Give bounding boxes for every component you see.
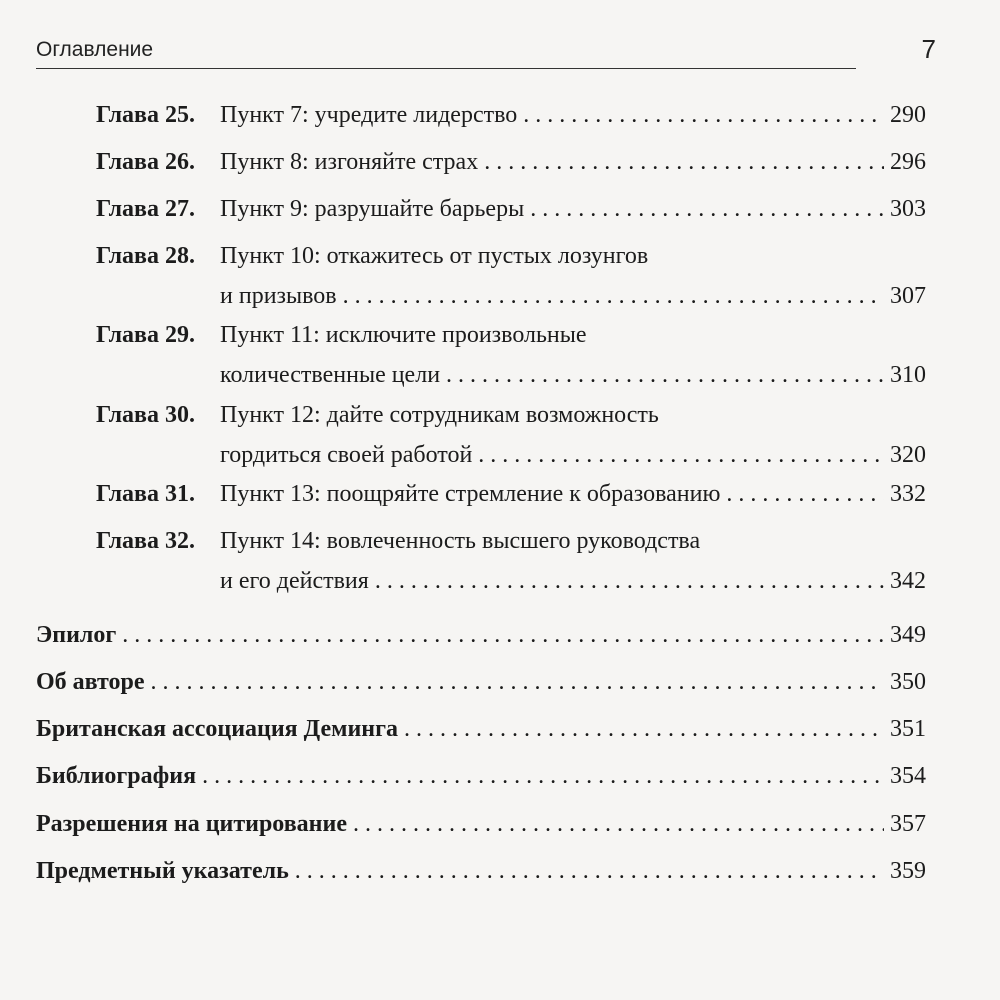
page-ref: 351 <box>890 716 926 742</box>
toc-line <box>36 761 926 801</box>
dot-leader <box>375 566 884 596</box>
page-ref: 349 <box>890 622 926 648</box>
chapter-label: Глава 27. <box>96 196 195 222</box>
header-rule <box>36 68 856 69</box>
toc-line <box>36 856 926 896</box>
dot-leader <box>353 809 884 839</box>
section-title: Предметный указатель <box>36 858 289 884</box>
page-ref: 320 <box>890 442 926 468</box>
section-title: Британская ассоциация Деминга <box>36 716 399 742</box>
toc-entry-bibliography <box>36 761 926 801</box>
chapter-title-continued: и призывов <box>220 283 337 309</box>
page-ref: 303 <box>890 196 926 222</box>
page-ref: 342 <box>890 568 926 594</box>
toc-line <box>220 400 926 440</box>
toc-entry-subject-index <box>36 856 926 896</box>
section-title: Эпилог <box>36 622 117 648</box>
page-ref: 350 <box>890 669 926 695</box>
chapter-title-continued: и его действия <box>220 568 369 594</box>
page-ref: 307 <box>890 283 926 309</box>
dot-leader <box>478 440 884 470</box>
chapter-title: Пункт 9: разрушайте барьеры <box>220 196 525 222</box>
chapter-title: Пункт 8: изгоняйте страх <box>220 149 479 175</box>
page-ref: 354 <box>890 763 926 789</box>
section-title: Об авторе <box>36 669 145 695</box>
toc-line <box>220 526 926 566</box>
dot-leader <box>122 620 884 650</box>
section-title: Библиография <box>36 763 197 789</box>
dot-leader <box>523 100 884 130</box>
toc-line <box>36 667 926 707</box>
toc-line <box>220 194 926 234</box>
toc-entry-epilogue <box>36 620 926 660</box>
running-header-title: Оглавление <box>36 38 154 61</box>
toc-entry-about-author <box>36 667 926 707</box>
toc-line <box>36 620 926 660</box>
page-ref: 296 <box>890 149 926 175</box>
dot-leader <box>404 714 884 744</box>
chapter-title: Пункт 11: исключите произвольные <box>220 322 587 348</box>
dot-leader <box>530 194 884 224</box>
page-ref: 310 <box>890 362 926 388</box>
dot-leader <box>151 667 884 697</box>
toc-line <box>36 714 926 754</box>
chapter-label: Глава 29. <box>96 322 195 348</box>
chapter-title: Пункт 10: откажитесь от пустых лозунгов <box>220 243 649 269</box>
dot-leader <box>484 147 884 177</box>
toc-entry-permissions <box>36 809 926 849</box>
chapter-title-continued: гордиться своей работой <box>220 442 473 468</box>
page-ref: 357 <box>890 811 926 837</box>
chapter-label: Глава 26. <box>96 149 195 175</box>
chapter-label: Глава 28. <box>96 243 195 269</box>
chapter-label: Глава 30. <box>96 402 195 428</box>
chapter-title: Пункт 13: поощряйте стремление к образованию <box>220 481 721 507</box>
toc-line <box>220 440 926 480</box>
chapter-label: Глава 31. <box>96 481 195 507</box>
dot-leader <box>343 281 884 311</box>
dot-leader <box>446 360 884 390</box>
chapter-title: Пункт 7: учредите лидерство <box>220 102 518 128</box>
chapter-title-continued: количественные цели <box>220 362 441 388</box>
section-title: Разрешения на цитирование <box>36 811 347 837</box>
chapter-title: Пункт 12: дайте сотрудникам возможность <box>220 402 659 428</box>
dot-leader <box>295 856 884 886</box>
toc-entry-deming-association <box>36 714 926 754</box>
toc-line <box>220 241 926 281</box>
toc-line <box>220 147 926 187</box>
toc-line <box>220 479 926 519</box>
page-ref: 359 <box>890 858 926 884</box>
page-ref: 332 <box>890 481 926 507</box>
chapter-label: Глава 32. <box>96 528 195 554</box>
toc-line <box>220 566 926 606</box>
page-ref: 290 <box>890 102 926 128</box>
chapter-title: Пункт 14: вовлеченность высшего руководства <box>220 528 701 554</box>
dot-leader <box>726 479 884 509</box>
toc-line <box>220 320 926 360</box>
toc-line <box>220 360 926 400</box>
dot-leader <box>202 761 884 791</box>
toc-line <box>220 100 926 140</box>
toc-line <box>36 809 926 849</box>
toc-line <box>220 281 926 321</box>
chapter-label: Глава 25. <box>96 102 195 128</box>
page-number: 7 <box>921 34 936 64</box>
